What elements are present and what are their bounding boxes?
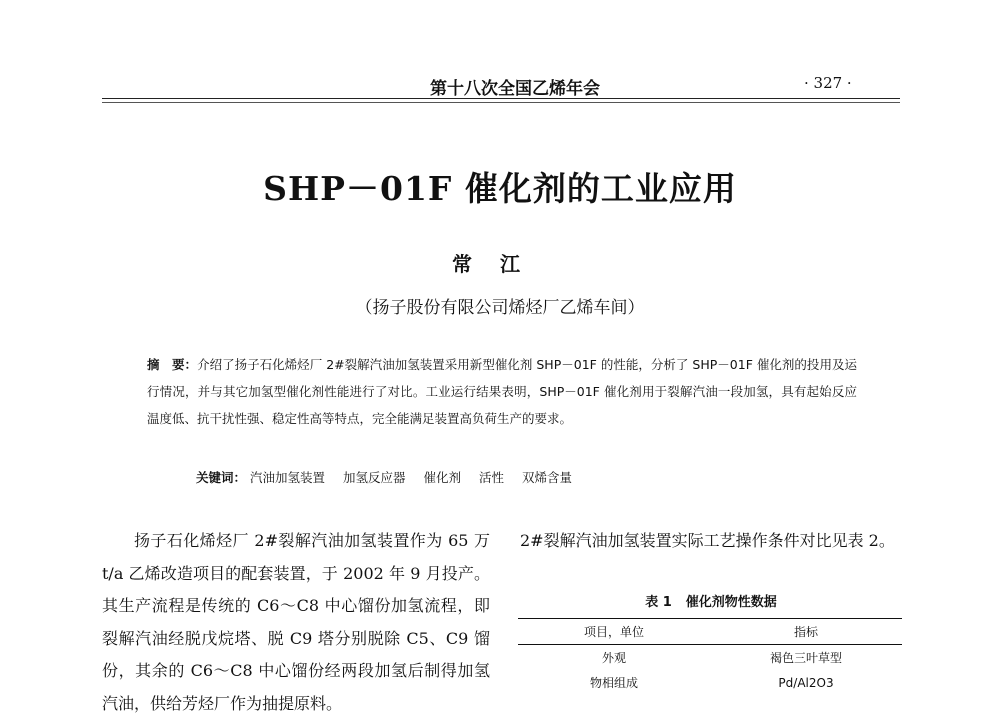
- header-rule: [102, 98, 900, 99]
- keywords-label: 关键词：: [196, 470, 247, 485]
- keyword: 加氢反应器: [343, 470, 406, 485]
- abstract: [147, 351, 857, 432]
- abstract-label: 摘 要：: [147, 357, 198, 372]
- running-title: 第十八次全国乙烯年会: [430, 79, 600, 99]
- keyword: 活性: [479, 470, 505, 485]
- page-number: · 327 ·: [804, 74, 852, 92]
- table-header-cell: 指标: [793, 625, 818, 639]
- keyword: 汽油加氢装置: [250, 470, 326, 485]
- catalyst-properties-table: [518, 618, 902, 695]
- table-caption-text: 催化剂物性数据: [685, 595, 777, 610]
- affiliation: （扬子股份有限公司烯烃厂乙烯车间）: [355, 298, 645, 318]
- keyword: 催化剂: [423, 470, 462, 485]
- paper-title: SHP－01F 催化剂的工业应用: [263, 169, 737, 208]
- table-number: 表 1: [645, 595, 672, 610]
- abstract-text: 介绍了扬子石化烯烃厂 2#裂解汽油加氢装置采用新型催化剂 SHP－01F 的性能，分析了 SHP－01F 催化剂的投用及运行情况，并与其它加氢型催化剂性能进行了对比。工业运行结果表明，SHP－01F 催化剂用于裂解汽油一段加氢，具有起始反应温度低、抗干扰性强、稳定性高等特点，完全能满足装置高负荷生产的要求。: [147, 357, 857, 426]
- table-caption: [520, 591, 902, 610]
- table-cell: 外观: [601, 651, 626, 665]
- author: 常江: [452, 252, 548, 276]
- table-row: [518, 645, 902, 671]
- keyword: 双烯含量: [522, 470, 573, 485]
- keywords: [196, 468, 856, 486]
- table-header-row: [518, 619, 902, 645]
- table-header-cell: 项目，单位: [583, 625, 644, 639]
- header-rule-secondary: [102, 102, 900, 103]
- body-paragraph-right: 2#裂解汽油加氢装置实际工艺操作条件对比见表 2。: [520, 531, 895, 550]
- table-row: [518, 670, 902, 695]
- table-cell: 褐色三叶草型: [769, 651, 842, 665]
- table-cell: 物相组成: [589, 676, 638, 690]
- body-paragraph-left: 扬子石化烯烃厂 2#裂解汽油加氢装置作为 65 万 t/a 乙烯改造项目的配套装置，于 2002 年 9 月投产。其生产流程是传统的 C6～C8 中心馏份加氢流程，即裂解汽油经脱戊烷塔、脱 C9 塔分别脱除 C5、C9 馏份，其余的 C6～C8 中心馏份经两段加氢后制得加氢汽油，供给芳烃厂作为抽提原料。: [102, 531, 490, 713]
- table-cell: Pd/Al2O3: [778, 675, 834, 690]
